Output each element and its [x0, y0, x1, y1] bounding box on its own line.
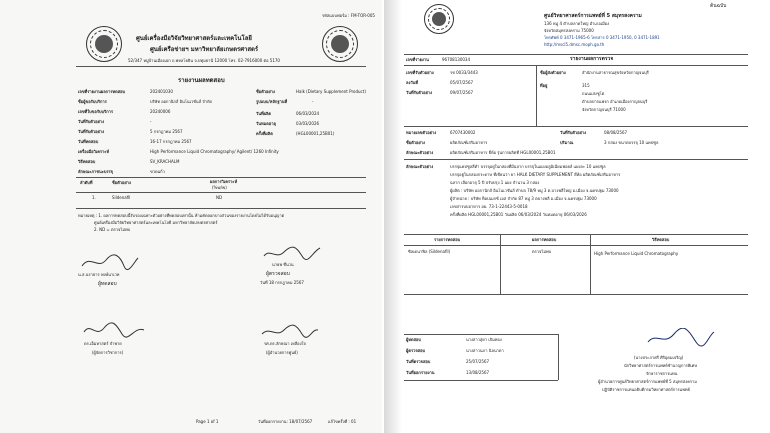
- center-name: ศูนย์เครื่องมือวิจัยวิทยาศาสตร์และเทคโนโลยี: [136, 35, 252, 42]
- field-label: ปริมาณ: [560, 140, 574, 145]
- field-label: ที่อยู่: [540, 83, 548, 88]
- signature-director: [260, 322, 320, 340]
- signer-title: รักษาราชการแทน: [646, 371, 678, 376]
- field-value: -: [150, 119, 152, 124]
- field-label: วันที่ทดสอบ: [78, 139, 99, 144]
- sample-amount: 3 กล่อง ขนาดบรรจุ 10 แคปซูล: [604, 140, 659, 145]
- right-report-document: [384, 0, 770, 433]
- received-number: รช 0033/3443: [450, 70, 478, 75]
- test-result: ตรวจไม่พบ: [532, 249, 552, 254]
- page-number: Page 1 of 1: [196, 419, 219, 424]
- row-number: 1.: [92, 195, 96, 200]
- signer-title: ผู้อำนวยการศูนย์วิทยาศาสตร์การแพทย์ที่ 5 สมุทรสงคราม: [598, 379, 697, 384]
- field-label: วันที่ออกรายงาน: [406, 370, 435, 375]
- issue-date: วันที่ออกรายงาน: 18/07/2567: [258, 419, 313, 424]
- left-report-document: [0, 0, 382, 433]
- phone-line: โทรศัพท์ 0 3471-1965-6 โทรสาร 0 3471-1950, 0 3471-1891: [544, 35, 660, 40]
- field-label: ชื่อตัวอย่าง: [406, 140, 425, 145]
- received-date: 08/08/2567: [604, 130, 628, 135]
- field-label: ผู้ทดสอบ: [406, 337, 421, 342]
- report-number: 202401030: [150, 89, 173, 94]
- university-name: ศูนย์เครือข่ายฯ มหาวิทยาลัยเกษตรศาสตร์: [150, 46, 259, 53]
- sample-name: Halk (Dietary Supplement Product): [296, 89, 366, 94]
- signer-role: (ผู้จัดการวิชาการ): [92, 350, 124, 355]
- check-date: 25/07/2567: [466, 359, 490, 364]
- field-label: วิธีทดสอบ: [78, 159, 96, 164]
- mfg-date: 06/03/2024: [296, 111, 320, 116]
- detail-line: ฉลาก เลือกอายุ 5 ปี ปรับปรุง 1 แผง จำนวน 3 กล่อง: [450, 180, 540, 185]
- report-number-label: เลขที่รายงาน: [406, 57, 429, 62]
- issue-date: 13/08/2567: [466, 370, 490, 375]
- sender-address-line: 315: [582, 83, 590, 88]
- note-line: หมายเหตุ : 1. ผลการทดสอบนี้รับรองเฉพาะตัวอย่างที่ทดสอบเท่านั้น ห้ามคัดลอกบางส่วนของรายงานโดยไม่ได้รับอนุญาต: [78, 213, 285, 218]
- field-label: ผู้ตรวจสอบ: [406, 348, 426, 353]
- document-date: 05/07/2567: [450, 80, 474, 85]
- table-header: ลำดับที่: [80, 180, 93, 185]
- test-method: SV_KRACHALM: [150, 159, 180, 164]
- right-emblem-icon: [322, 26, 358, 62]
- center-address: 52/347 หมู่บ้านเมืองเอก ถ.พหลโยธิน จ.ปทุมธานี 12000 โทร. 02-7916000 ต่อ 5170: [128, 58, 280, 63]
- original-label: ต้นฉบับ: [710, 3, 727, 9]
- detail-line: ผู้จำหน่าย : บริษัท ท็อปเมกซ์ เอส จำกัด 87 หมู่ 3 ตบางพลี อ.เมือง จ.นครปฐม 73000: [450, 196, 597, 201]
- sample-id: 6707430002: [450, 130, 476, 135]
- sender-address-line: ตำบลปากแพรก อำเภอเมืองกาญจนบุรี: [582, 99, 648, 104]
- signer-name: น.ส.นราธาร พงษ์นาเวท: [78, 272, 120, 277]
- sender-address-line: จังหวัดกาญจนบุรี 71000: [582, 107, 626, 112]
- signer-role: ผู้ทดสอบ: [98, 281, 117, 287]
- field-label: เครื่องมือวิเคราะห์: [78, 149, 110, 154]
- lot-number: (HGL00001,25B01): [296, 131, 335, 136]
- note-line: ศูนย์เครื่องมือวิจัยวิทยาศาสตร์และเทคโนโลยี มหาวิทยาลัยเกษตรศาสตร์: [94, 220, 218, 225]
- detail-line: เลขสารบบอาหาร อย. 73-1-22443-5-0018: [450, 204, 528, 209]
- left-emblem-icon: [86, 26, 122, 62]
- field-label: ลักษณะตัวอย่าง: [406, 150, 434, 155]
- container-type: ขวดแก้ว: [150, 169, 165, 174]
- address-line-2: จังหวัดสมุทรสงคราม 75000: [544, 28, 594, 33]
- test-method: High Performance Liquid Chromatography: [594, 251, 679, 256]
- request-number: 20240006: [150, 109, 171, 114]
- signature-tester: [80, 252, 140, 272]
- detail-line: ผู้ผลิต : บริษัท ออกานิกส์ อินโนเวชั่นส์ ตำบล 78/9 หมู่ 3 ต.บางพลีใหญ่ อ.เมือง จ.นครปฐม 73000: [450, 188, 619, 193]
- signer-name: รศ.ดร.ลักษณา เหลืองใจ: [264, 341, 306, 346]
- paper-edge: [384, 0, 402, 433]
- field-label: วันที่รับตัวอย่าง: [78, 129, 105, 134]
- dmsc-emblem-icon: [424, 4, 454, 34]
- signer-name: ดร.เอ็มหาสตร์ จำพาย: [84, 341, 122, 346]
- report-title: รายงานผลทดสอบ: [178, 77, 225, 84]
- field-label: ครั้งที่ผลิต: [256, 131, 273, 136]
- test-name: ซิลเดนาฟิล (Sildenafil): [408, 249, 451, 254]
- field-label: ชื่อผู้ขอรับบริการ: [78, 99, 107, 104]
- field-label: เลขที่ใบขอรับบริการ: [78, 109, 114, 114]
- signature-manager: [82, 320, 146, 340]
- field-label: เลขที่รายงานผลการทดสอบ: [78, 89, 126, 94]
- address-line-1: 136 หมู่ 4 ตำบลลาดใหญ่ อำเภอเมือง: [544, 21, 610, 26]
- report-title: รายงานผลการตรวจ: [570, 56, 614, 62]
- row-result: ND: [216, 195, 223, 200]
- field-label: วันที่รับตัวอย่าง: [78, 119, 105, 124]
- sample-date: 09/07/2567: [450, 90, 474, 95]
- email-line: http://mscl5.dmsc.moph.go.th: [544, 42, 605, 47]
- field-label: ลักษณะตัวอย่าง: [406, 164, 434, 169]
- test-date: 16-17 กรกฎาคม 2567: [150, 139, 192, 144]
- signer-name: (นางประภาศรี ศิริอุดมเจริญ): [634, 355, 684, 360]
- sample-type: ผลิตภัณฑ์เสริมอาหาร ยี่ห้อ รุ่นการผลิตที่ HGL00001,25B01: [450, 150, 556, 155]
- table-header: ชื่อตัวอย่าง: [112, 180, 131, 185]
- signature-checker: [262, 244, 322, 262]
- detail-line: บรรจุแคปซูลสีดำ บรรจุอยู่ในกล่องที่มีฉลาก บรรจุในแผงอลูมิเนียมฟอยล์ แผงละ 10 แคปซูล: [450, 164, 606, 169]
- signer-name: นายพ ชื่นวน: [272, 262, 294, 267]
- instrument: High Performance Liquid Chromatography/ Agilent/ 1260 Infinity: [150, 149, 279, 154]
- field-label: วันหมดอายุ: [256, 121, 276, 126]
- signer-role: ผู้ตรวจสอบ: [266, 271, 290, 277]
- signer-role: (ผู้อำนวยการศูนย์): [266, 350, 298, 355]
- row-item: Sildenafil: [112, 195, 131, 200]
- form-code: รหัสแบบฟอร์ม : FM-TOR-005: [322, 13, 375, 18]
- exp-date: 03/03/2026: [296, 121, 320, 126]
- detail-line: บรรจุอยู่ในกล่องกระดาษ ที่เขียนว่า ยา HALK DIETARY SUPPLEMENT ยี่ห้อ ผลิตภัณฑ์เสริมอาหาร: [450, 172, 621, 177]
- signer-title: ปฏิบัติราชการแทนอธิบดีกรมวิทยาศาสตร์การแพทย์: [602, 387, 690, 392]
- checker-name: นางสาวนภา นิลนาดา: [466, 348, 504, 353]
- sender-address-line: ถนนแสงชูโต: [582, 91, 605, 96]
- sender-name: สำนักงานสาธารณสุขจังหวัดกาญจนบุรี: [582, 70, 649, 75]
- note-line: 2. ND = ตรวจไม่พบ: [94, 227, 131, 232]
- field-label: วันที่ผลิต: [256, 111, 272, 116]
- signature-director: [646, 328, 716, 348]
- field-label: ชื่อตัวอย่าง: [256, 89, 275, 94]
- sample-name: ผลิตภัณฑ์เสริมอาหาร: [450, 140, 488, 145]
- field-label: วันที่รับตัวอย่าง: [406, 90, 433, 95]
- field-label: ลักษณะภาชนะบรรจุ: [78, 169, 114, 174]
- field-value: -: [312, 99, 314, 104]
- field-label: รูปแบบ/หลักฐานที่: [256, 99, 288, 104]
- detail-line: ครั้งที่ผลิต HGL00001,25B01 วันผลิต 06/03/2024 วันหมดอายุ 06/03/2026: [450, 212, 587, 217]
- field-label: ลงวันที่: [406, 80, 419, 85]
- center-name: ศูนย์วิทยาศาสตร์การแพทย์ที่ 5 สมุทรสงคราม: [544, 13, 642, 19]
- revision: แก้ไขครั้งที่ : 01: [328, 419, 357, 424]
- signer-date: วันที่ 18 กรกฎาคม 2567: [260, 280, 304, 285]
- signer-title: นักวิทยาศาสตร์การแพทย์ชำนาญการพิเศษ: [624, 363, 697, 368]
- field-label: วันที่รับตัวอย่าง: [560, 130, 587, 135]
- tester-name: นางสาวสุดา เจิมทอง: [466, 337, 502, 342]
- received-date: 5 กรกฎาคม 2567: [150, 129, 183, 134]
- field-label: หมายเลขตัวอย่าง: [406, 130, 437, 135]
- table-header: ผลการวิเคราะห์: [210, 179, 238, 184]
- table-unit: (%w/w): [212, 185, 227, 190]
- table-header: รายการทดสอบ: [434, 237, 461, 242]
- table-header: วิธีทดสอบ: [652, 237, 670, 242]
- field-label: เลขที่รับตัวอย่าง: [406, 70, 434, 75]
- table-header: ผลการทดสอบ: [532, 237, 557, 242]
- field-label: วันที่ตรวจสอบ: [406, 359, 431, 364]
- field-label: ชื่อผู้ส่งตัวอย่าง: [540, 70, 566, 75]
- report-number: 96708130034: [442, 57, 470, 62]
- customer-name: บริษัท ออกานิกส์ อินโนเวชั่นส์ จำกัด: [150, 99, 212, 104]
